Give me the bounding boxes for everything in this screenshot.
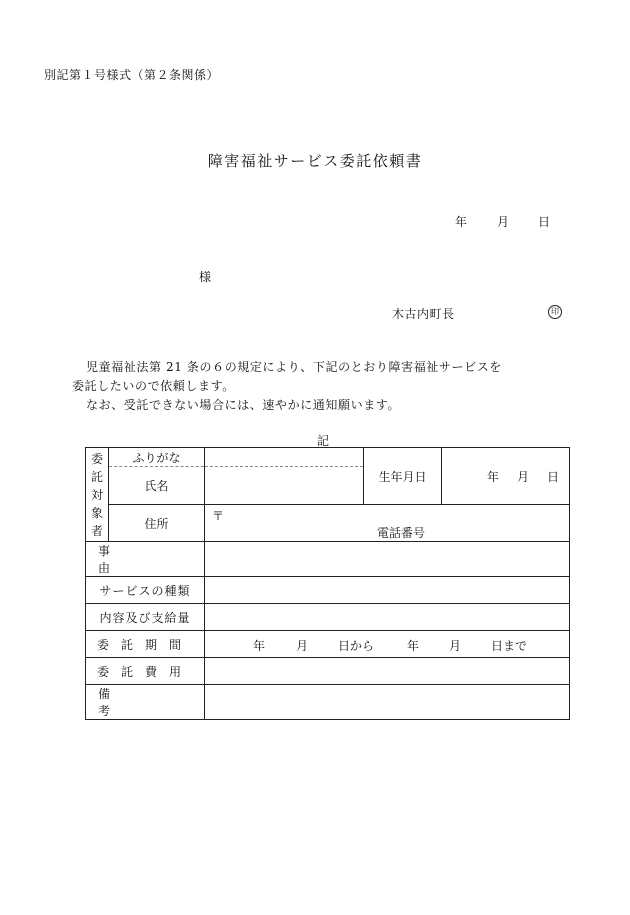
- seal-mark: 印: [548, 305, 562, 319]
- remarks-label: 備考: [98, 687, 167, 718]
- remarks-label-cell: [86, 685, 205, 720]
- date-year-label: 年: [455, 215, 468, 229]
- service-type-field[interactable]: [205, 577, 570, 604]
- furigana-label: ふりがな: [109, 448, 205, 467]
- reason-label: 事由: [98, 544, 167, 575]
- issuer-title: 木古内町長: [392, 307, 455, 321]
- period-from-day: 日から: [338, 639, 375, 653]
- period-from-year: 年: [253, 639, 266, 653]
- birthdate-month: 月: [516, 469, 529, 484]
- cost-label: 委託費用: [86, 658, 205, 685]
- postal-mark: 〒: [212, 509, 225, 523]
- remarks-field[interactable]: [205, 685, 570, 720]
- date-day-label: 日: [538, 215, 551, 229]
- period-label: 委託期間: [86, 631, 205, 658]
- reason-field[interactable]: [205, 542, 570, 577]
- birthdate-day: 日: [546, 469, 559, 484]
- period-to-day: 日まで: [491, 639, 528, 653]
- birthdate-field[interactable]: [442, 448, 570, 505]
- birthdate-year: 年: [486, 469, 499, 484]
- period-to-year: 年: [407, 639, 420, 653]
- body-line-2: 委託したいので依頼します。: [72, 379, 235, 393]
- ki-heading: 記: [316, 434, 329, 448]
- request-table: [85, 447, 570, 720]
- period-to-month: 月: [449, 639, 462, 653]
- address-label: 住所: [109, 505, 205, 542]
- name-label: 氏名: [144, 479, 169, 493]
- phone-label: 電話番号: [377, 526, 426, 540]
- service-type-label: サービスの種類: [86, 577, 205, 604]
- body-line-3: なお、受託できない場合には、速やかに通知願います。: [86, 398, 401, 412]
- content-amount-label: 内容及び支給量: [86, 604, 205, 631]
- address-field[interactable]: [205, 505, 570, 542]
- birthdate-label: 生年月日: [364, 448, 442, 505]
- content-amount-field[interactable]: [205, 604, 570, 631]
- date-month-label: 月: [497, 215, 510, 229]
- subject-group-label: 委託対象者: [86, 448, 109, 542]
- form-number-label: 別記第１号様式（第２条関係）: [44, 68, 220, 82]
- document-title: 障害福祉サービス委託依頼書: [207, 152, 423, 170]
- body-line-1: 児童福祉法第 21 条の６の規定により、下記のとおり障害福祉サービスを: [86, 360, 502, 374]
- period-field[interactable]: [205, 631, 570, 658]
- period-from-month: 月: [296, 639, 309, 653]
- furigana-field[interactable]: [205, 448, 364, 467]
- name-label-cell: [109, 467, 205, 505]
- addressee-honorific: 様: [199, 270, 212, 284]
- name-field[interactable]: [205, 467, 364, 505]
- cost-field[interactable]: [205, 658, 570, 685]
- reason-label-cell: [86, 542, 205, 577]
